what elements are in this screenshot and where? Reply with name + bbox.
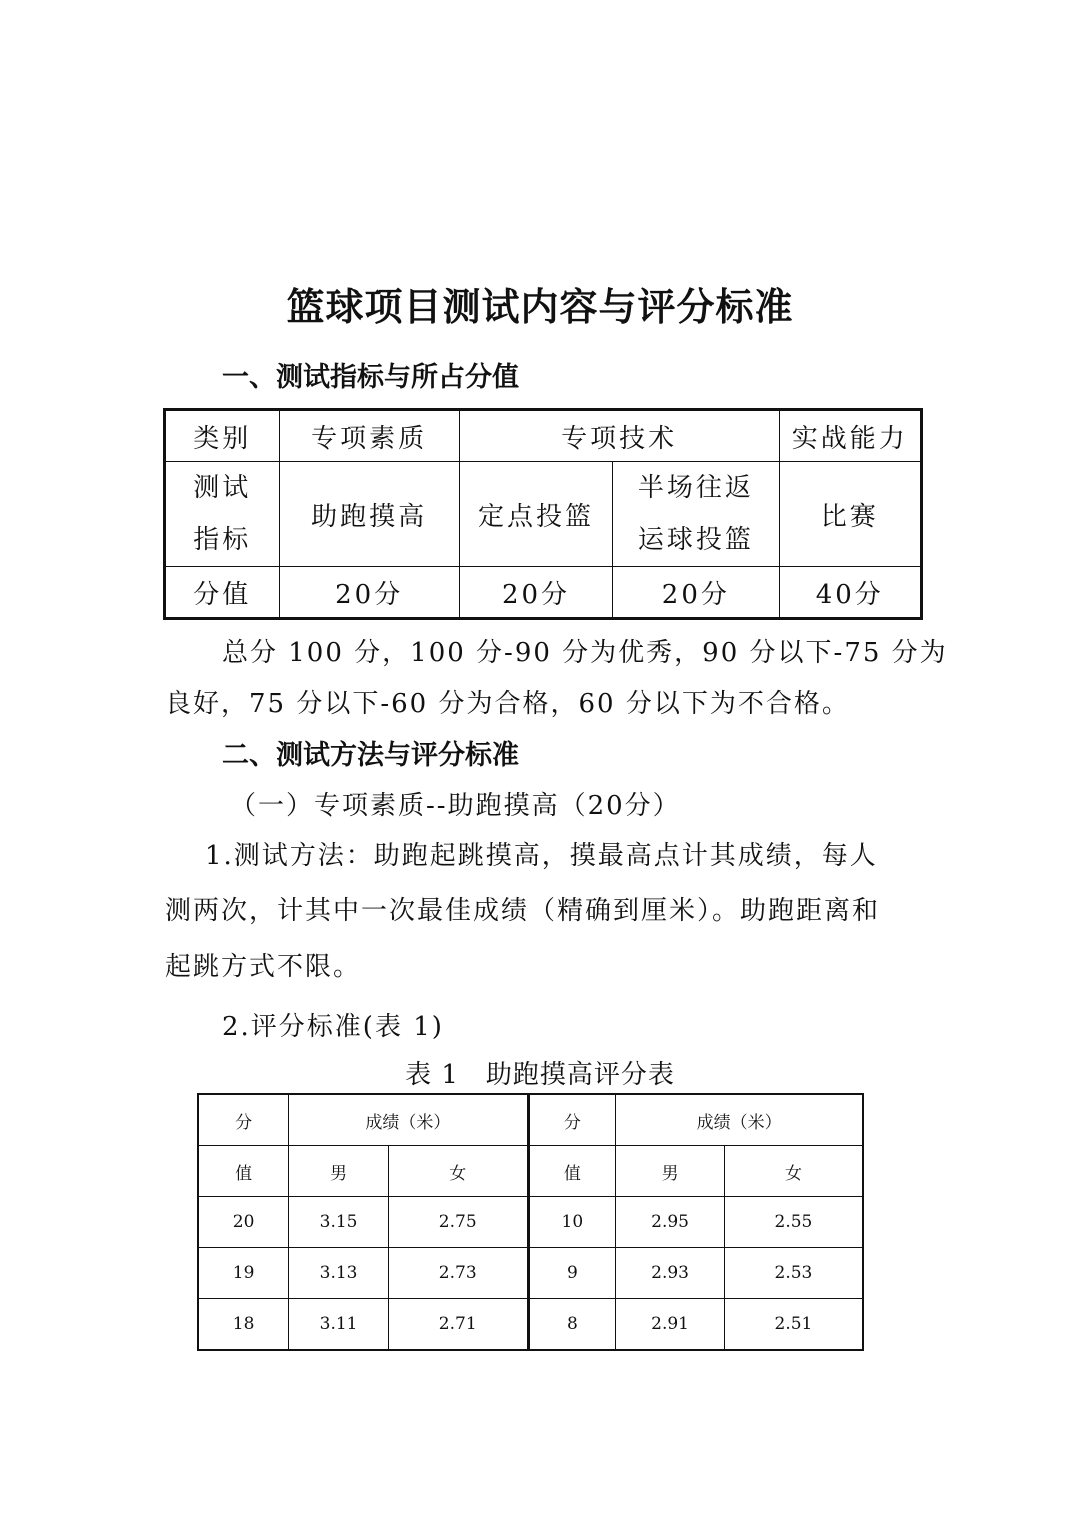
section-heading-2: 二、测试方法与评分标准 (222, 740, 519, 771)
table-cell: 20分 (613, 567, 779, 619)
header-cell: 值 (528, 1146, 616, 1197)
table-cell (165, 462, 280, 567)
header-cell: 男 (289, 1146, 389, 1197)
table-cell: 专项技术 (459, 410, 779, 462)
table-cell: 2.91 (616, 1299, 725, 1351)
cell-line: 指标 (193, 525, 252, 555)
table-cell: 18 (198, 1299, 289, 1351)
table-cell: 2.95 (616, 1197, 725, 1248)
paragraph-line: 1.测试方法：助跑起跳摸高，摸最高点计其成绩，每人 (205, 841, 878, 871)
header-cell: 女 (724, 1146, 863, 1197)
test-indicator-table (163, 408, 923, 620)
score-table (197, 1093, 864, 1351)
table-cell: 类别 (165, 410, 280, 462)
table-row (198, 1146, 863, 1197)
header-cell: 成绩（米） (289, 1094, 528, 1146)
header-cell: 男 (616, 1146, 725, 1197)
cell-line: 半场往返 (637, 473, 754, 503)
table-cell: 专项素质 (279, 410, 459, 462)
table-cell: 10 (528, 1197, 616, 1248)
paragraph-line: 起跳方式不限。 (165, 952, 362, 982)
table-cell: 8 (528, 1299, 616, 1351)
header-cell: 值 (198, 1146, 289, 1197)
table-cell: 9 (528, 1248, 616, 1299)
header-cell: 分 (198, 1094, 289, 1146)
table-cell: 3.11 (289, 1299, 389, 1351)
table-cell: 20分 (279, 567, 459, 619)
paragraph-line: 测两次，计其中一次最佳成绩（精确到厘米）。助跑距离和 (165, 896, 881, 926)
table-row (198, 1094, 863, 1146)
table-row (165, 567, 922, 619)
header-cell: 分 (528, 1094, 616, 1146)
table-cell (613, 462, 779, 567)
table-cell: 20 (198, 1197, 289, 1248)
table-cell: 2.71 (388, 1299, 528, 1351)
table-cell: 实战能力 (779, 410, 921, 462)
paragraph-line: 总分 100 分，100 分-90 分为优秀，90 分以下-75 分为 (222, 638, 948, 668)
table-cell: 2.73 (388, 1248, 528, 1299)
table-caption: 表 1 助跑摸高评分表 (405, 1060, 675, 1090)
cell-line: 测试 (193, 473, 252, 503)
table-cell: 助跑摸高 (279, 462, 459, 567)
table-cell: 2.51 (724, 1299, 863, 1351)
table-cell: 19 (198, 1248, 289, 1299)
paragraph-line: 良好，75 分以下-60 分为合格，60 分以下为不合格。 (165, 689, 850, 719)
table-row (198, 1248, 863, 1299)
table-cell: 40分 (779, 567, 921, 619)
header-cell: 成绩（米） (616, 1094, 863, 1146)
table-cell: 3.13 (289, 1248, 389, 1299)
table-row (165, 410, 922, 462)
cell-line: 运球投篮 (637, 525, 754, 555)
table-cell: 3.15 (289, 1197, 389, 1248)
table-cell: 2.53 (724, 1248, 863, 1299)
table-cell: 分值 (165, 567, 280, 619)
table-row (198, 1197, 863, 1248)
table-cell: 定点投篮 (459, 462, 612, 567)
section-heading-1: 一、测试指标与所占分值 (222, 362, 519, 393)
scoring-heading: 2.评分标准(表 1) (222, 1012, 444, 1042)
page-title: 篮球项目测试内容与评分标准 (286, 285, 794, 329)
header-cell: 女 (388, 1146, 528, 1197)
table-cell: 2.55 (724, 1197, 863, 1248)
table-cell: 比赛 (779, 462, 921, 567)
table-cell: 2.75 (388, 1197, 528, 1248)
table-row (165, 462, 922, 567)
table-cell: 20分 (459, 567, 612, 619)
subsection-heading: （一）专项素质--助跑摸高（20分） (230, 791, 681, 821)
table-row (198, 1299, 863, 1351)
table-cell: 2.93 (616, 1248, 725, 1299)
